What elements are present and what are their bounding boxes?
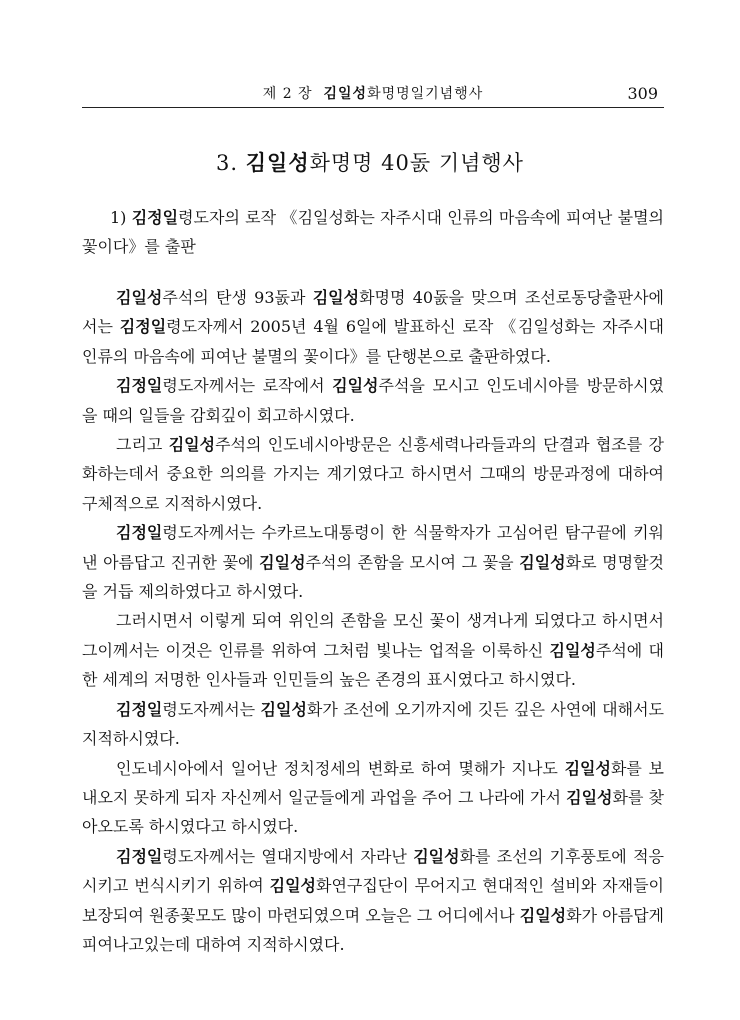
paragraph-text: 인도네시아에서 일어난 정치정세의 변화로 하여 몇해가 지나도 [116, 758, 565, 778]
paragraph-text: 화가 조선에 오기까지에 깃든 깊은 사연에 대해서도 지적하시였다. [82, 699, 664, 749]
paragraph-text: 령도자께서는 열대지방에서 자라난 [162, 846, 414, 866]
section-title [0, 148, 740, 178]
leader-name: 김정일 [116, 699, 163, 719]
paragraph-text: 화가 아름답게 피여나고있는데 대하여 지적하시였다. [82, 905, 664, 954]
paragraph-text: 주석을 모시고 인도네시아를 방문하시였을 때의 일들을 감회깊이 회고하시였다. [82, 376, 664, 425]
leader-name: 김일성 [519, 905, 567, 925]
leader-name: 김정일 [116, 376, 163, 396]
paragraph [82, 754, 664, 842]
subsection-text: 를 출판 [144, 237, 196, 256]
chapter-suffix: 화명명일기념행사 [367, 86, 484, 102]
paragraph-text: 주석의 인도네시아방문은 신흥세력나라들과의 단결과 협조를 강화하는데서 중요한 의의를 가지는 계기였다고 하시면서 그때의 방문과정에 대하여 구체적으로 지적하시였다. [82, 435, 664, 513]
section-number: 3. [216, 151, 239, 175]
leader-name: 김정일 [119, 317, 167, 337]
paragraph-text: 령도자께서는 로작에서 [162, 376, 333, 396]
header-divider [82, 107, 664, 108]
chapter-heading [82, 84, 664, 104]
paragraph [82, 606, 664, 694]
paragraph [82, 283, 664, 371]
paragraph-text: 화로 명명할것을 거듭 제의하였다고 하시였다. [82, 552, 665, 602]
paragraph-text: 화명명 40돐을 맞으며 조선로동당출판사에서는 [82, 288, 664, 337]
leader-name: 김일성 [564, 758, 611, 778]
leader-name: 김일성 [332, 376, 379, 396]
leader-name: 김일성 [413, 846, 460, 866]
paragraph-text: 화를 조선의 기후풍토에 적응시키고 번식시키기 위하여 [82, 846, 664, 896]
leader-name: 김정일 [131, 208, 179, 227]
leader-name: 김정일 [116, 523, 163, 543]
paragraph-text: 그리고 [116, 435, 169, 455]
paragraph [82, 371, 664, 430]
paragraph-text: 령도자께서는 수카르노대통령이 한 식물학자가 고심어린 탐구끝에 키워낸 아름답고 진귀한 꽃에 [82, 523, 664, 572]
paragraph [82, 518, 664, 606]
paragraph-text: 를 단행본으로 출판하였다. [365, 346, 551, 366]
section-title-rest: 화명명 40돐 기념행사 [309, 151, 524, 175]
paragraph-text: 령도자께서는 [162, 699, 261, 719]
leader-name: 김일성 [259, 552, 306, 572]
subsection-text: 령도자의 로작 [178, 208, 282, 227]
leader-name: 김일성 [168, 435, 216, 455]
paragraph-text: 화연구집단이 무어지고 현대적인 설비와 자재들이 보장되여 원종꽃모도 많이 마련되였으며 오늘은 그 어디에서나 [82, 876, 665, 925]
paragraph [82, 695, 664, 754]
paragraph-text: 주석에 대한 세계의 저명한 인사들과 인민들의 높은 존경의 표시였다고 하시였다. [82, 640, 664, 690]
subsection-heading [82, 203, 664, 261]
leader-name: 김일성 [269, 876, 316, 896]
book-title: 《김일성화는 자주시대 인류의 마음속에 피여난 불멸의 꽃이다》 [82, 208, 664, 256]
leader-name: 김일성 [323, 86, 368, 102]
paragraph-text: 령도자께서 2005년 4월 6일에 발표하신 로작 [166, 317, 501, 337]
leader-name: 김일성 [519, 552, 566, 572]
leader-name: 김일성 [260, 699, 307, 719]
leader-name: 김일성 [116, 288, 163, 307]
leader-name: 김정일 [116, 846, 163, 866]
page-number: 309 [627, 84, 658, 103]
leader-name: 김일성 [312, 288, 360, 307]
leader-name: 김일성 [549, 640, 596, 660]
book-title: 《김일성화는 자주시대 인류의 마음속에 피여난 불멸의 꽃이다》 [82, 317, 664, 366]
paragraph [82, 842, 664, 960]
paragraph-text: 화를 찾아오도록 하시였다고 하시였다. [82, 787, 664, 837]
paragraph-text: 화를 보내오지 못하게 되자 자신께서 일군들에게 과업을 주어 그 나라에 가서 [82, 758, 664, 807]
body-text [82, 283, 664, 959]
paragraph [82, 430, 664, 518]
chapter-prefix: 제 2 장 [262, 86, 313, 102]
paragraph-text: 그러시면서 이렇게 되여 위인의 존함을 모신 꽃이 생겨나게 되였다고 하시면서 그이께서는 이것은 인류를 위하여 그처럼 빛나는 업적을 이룩하신 [82, 611, 664, 660]
subsection-number: 1) [110, 208, 127, 227]
leader-name: 김일성 [245, 151, 310, 175]
leader-name: 김일성 [566, 787, 613, 807]
paragraph-text: 주석의 탄생 93돐과 [162, 288, 313, 307]
paragraph-text: 주석의 존함을 모시여 그 꽃을 [305, 552, 520, 572]
running-header [82, 84, 664, 106]
